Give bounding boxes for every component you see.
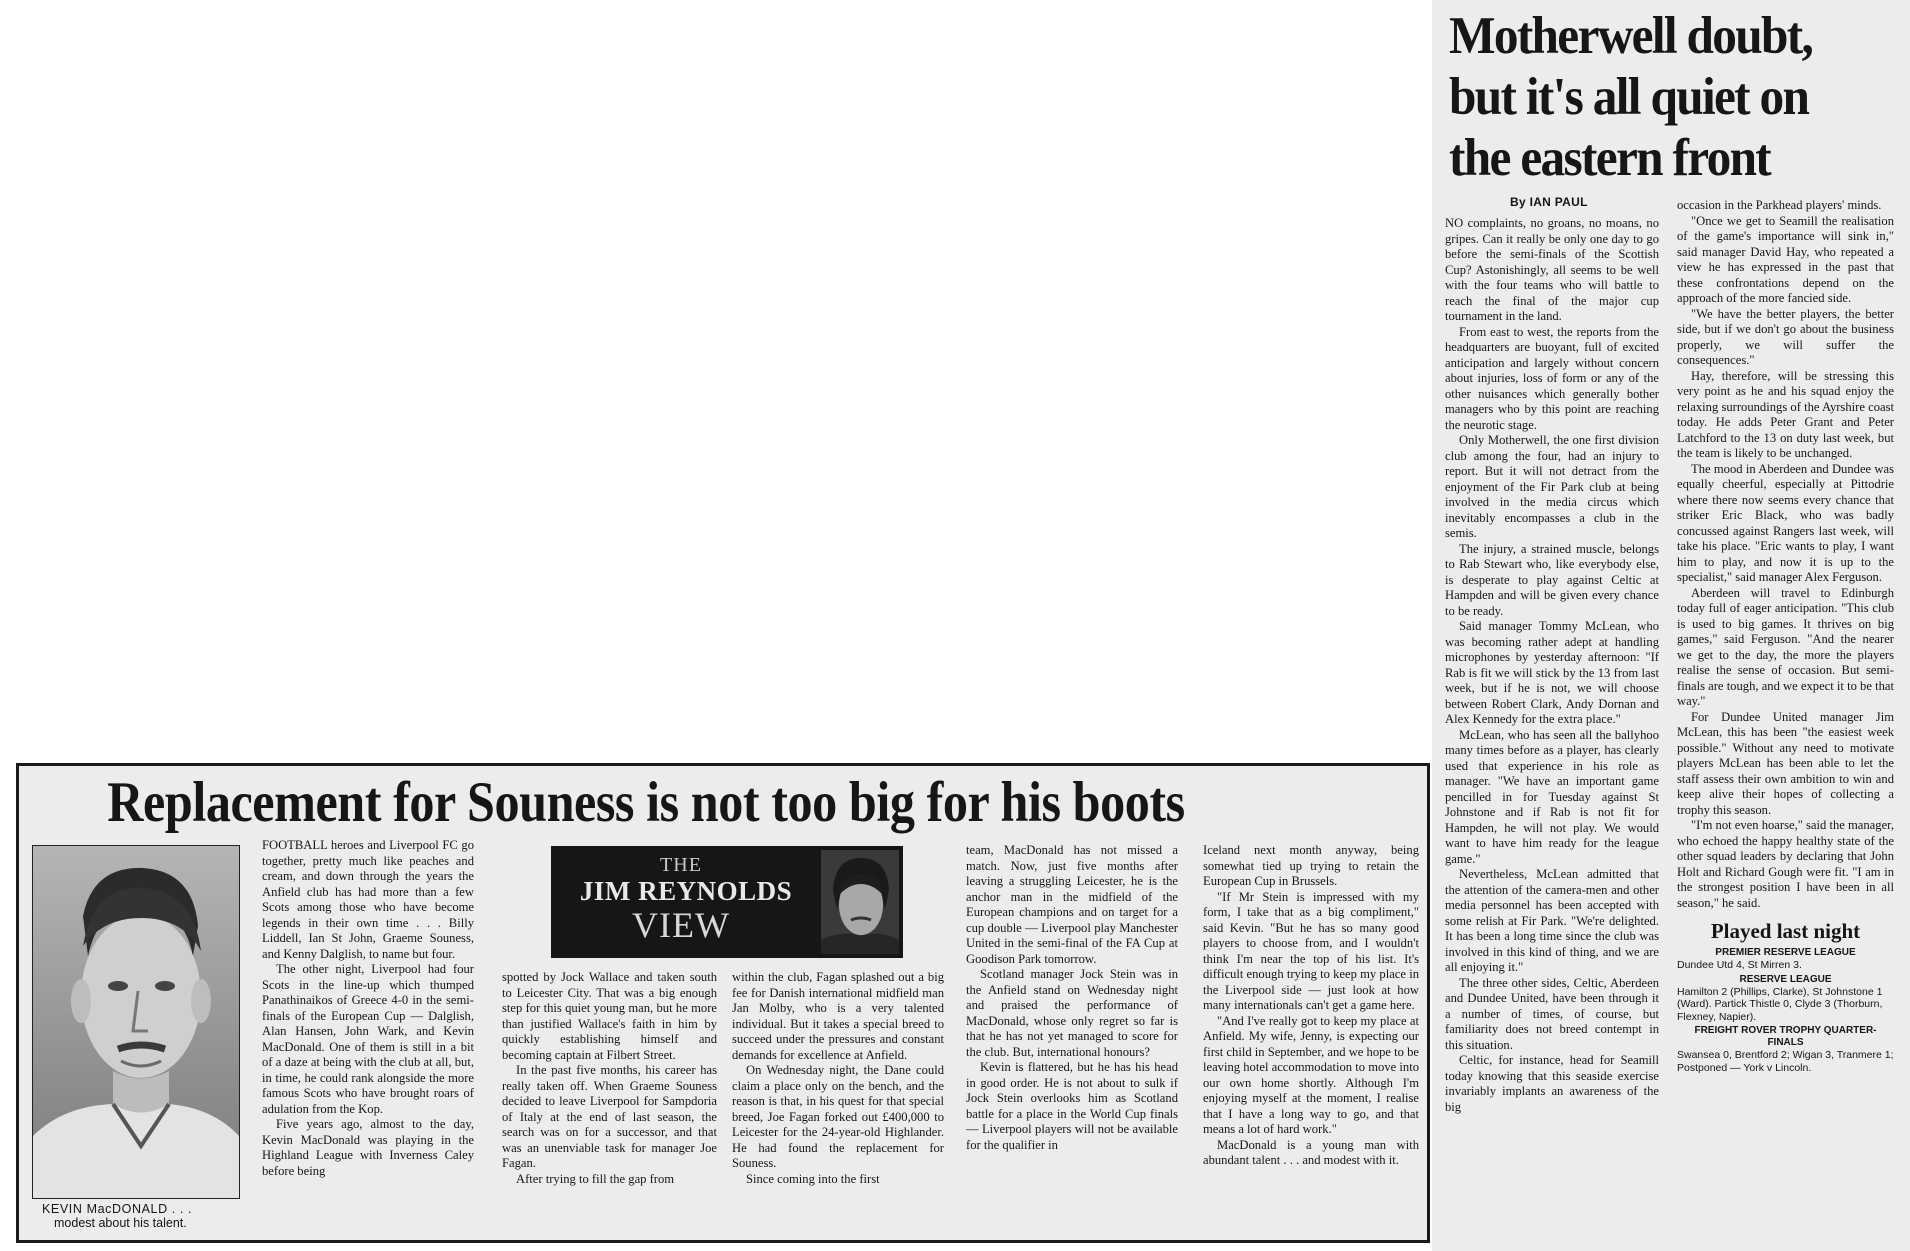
paragraph: occasion in the Parkhead players' minds. [1677,198,1882,212]
paragraph: Only Motherwell, the one first division club among the four, had an injury to report. But it will not detract from the enjoyment of the Fir Park club at being involved in the media circus which inevitably encompasses a club in the semis. [1445,433,1659,540]
paragraph: The three other sides, Celtic, Aberdeen and Dundee United, have been through it a number of times, of course, but familiarity does not breed contempt in this situation. [1445,975,1659,1052]
paragraph: The mood in Aberdeen and Dundee was equally cheerful, especially at Pittodrie where there now seems every chance that striker Eric Black, who was badly concussed against Rangers last week, will take his place. "Eric wants to play, I want him to play, and now it is up to the specialist," said manager Alex Ferguson. [1677,461,1894,584]
paragraph: McLean, who has seen all the ballyhoo many times before as a player, has clearly used that experience in his role as manager. "We have an important game pencilled in for Tuesday against St Johnstone and if Rab is not fit for Hampden, he will not play. We would want to have him ready for the league game." [1445,727,1659,866]
caption-name: KEVIN MacDONALD . . . [42,1202,193,1216]
results-heading: PREMIER RESERVE LEAGUE [1715,947,1856,958]
paragraph: From east to west, the reports from the headquarters are buoyant, full of excited anticipation and largely without concern about injuries, loss of form or any of the other nuisances which generally bother managers who by this point are reaching the neurotic stage. [1445,324,1659,432]
columnist-portrait [821,850,899,954]
paragraph: Aberdeen will travel to Edinburgh today full of eager anticipation. "This club is used to big games. It thrives on big games," said Ferguson. "And the nearer we get to the day, the more the players realise the sense of occasion. But semi-finals are tough, and we expect it to be that way." [1677,585,1894,708]
paragraph: In the past five months, his career has really taken off. When Graeme Souness decided to leave Liverpool for Sampdoria of Italy at the end of last season, the search was on for a successor, and that was an unenviable task for manager Joe Fagan. [502,1063,717,1170]
paragraph: Said manager Tommy McLean, who was becoming rather adept at handling microphones by yesterday afternoon: "If Rab is fit we will stick by the 13 from last week, but if he is not, we will choose between Robert Clark, Andy Dornan and Alex Kennedy for the extra place." [1445,619,1659,726]
paragraph: "And I've really got to keep my place at Anfield. My wife, Jenny, is expecting our first child in September, and we hope to be leaving hotel accommodation to move into our own home shortly. Although I'm enjoying myself at the moment, I realise that I have a long way to go, and that means a lot of hard work." [1203,1013,1419,1136]
results-line: Dundee Utd 4, St Mirren 3. [1677,959,1802,971]
paragraph: On Wednesday night, the Dane could claim a place only on the bench, and the reason is that, in his quest for that special breed, Joe Fagan forked out £400,000 to Leicester for the 24-year-old Highlander. He had found the replacement for Souness. [732,1063,944,1170]
paragraph: "We have the better players, the better side, but if we don't go about the business properly, we will suffer the consequences." [1677,306,1894,367]
right-headline: Motherwell doubt, but it's all quiet on the eastern front [1449,7,1813,187]
right-column-2 [1677,198,1894,1248]
photo-caption [42,1202,242,1230]
caption-text: modest about his talent. [54,1216,187,1230]
paragraph: Five years ago, almost to the day, Kevin MacDonald was playing in the Highland League with Inverness Caley before being [262,1117,474,1178]
paragraph: NO complaints, no groans, no moans, no gripes. Can it really be only one day to go before the semi-finals of the Scottish Cup? Astonishingly, all seems to be well with the four teams who will battle to reach the final of the major cup tournament in the land. [1445,216,1659,323]
paragraph: The other night, Liverpool had four Scots in the line-up which thumped Panathinaikos of Greece 4-0 in the semi-finals of the European Cup — Dalglish, Alan Hansen, John Wark, and Kevin MacDonald. One of them is still in a bit of a daze at being with the club at all, but, in time, he could rank alongside the more famous Scots who have brought roars of adulation from the Kop. [262,962,474,1116]
bottom-column-3 [732,970,944,1236]
results-section-0 [1677,947,1894,972]
paragraph: within the club, Fagan splashed out a big fee for Danish international midfield man Jan Molby, who is a very talented individual. But it takes a special breed to succeed under the pressures and constant demands for excellence at Anfield. [732,970,944,1062]
right-byline: By IAN PAUL [1510,195,1588,209]
player-photo [32,845,240,1199]
results-line: Swansea 0, Brentford 2; Wigan 3, Tranmere 1; Postponed — York v Lincoln. [1677,1049,1894,1074]
columnist-logo [551,846,903,958]
paragraph: For Dundee United manager Jim McLean, this has been "the easiest week possible." Without any need to motivate players McLean has been able to let the staff assess their own ambition to win and keep alive their hopes of collecting a trophy this season. [1677,709,1894,817]
bottom-column-4 [966,843,1178,1236]
paragraph: "Once we get to Seamill the realisation of the game's importance will sink in," said manager David Hay, who repeated a view he has expressed in the past that these confrontations depend on the approach of the more fancied side. [1677,213,1894,305]
paragraph: Hay, therefore, will be stressing this very point as he and his squad enjoy the relaxing surroundings of the Ayrshire coast today. He adds Peter Grant and Peter Latchford to the 13 on duty last week, but the team is likely to be unchanged. [1677,368,1894,460]
results-section-1 [1677,974,1894,1024]
paragraph: MacDonald is a young man with abundant talent . . . and modest with it. [1203,1137,1419,1167]
results-box [1677,919,1894,1074]
bottom-headline: Replacement for Souness is not too big for his boots [107,771,1185,834]
results-section-2 [1677,1025,1894,1074]
results-heading: FREIGHT ROVER TROPHY QUARTER-FINALS [1694,1025,1877,1048]
logo-view: VIEW [632,905,730,945]
paragraph: FOOTBALL heroes and Liverpool FC go together, pretty much like peaches and cream, and down through the years the Anfield club has had more than a few Scots among those who have become legends in their own time . . . Billy Liddell, Ian St John, Graeme Souness, and Kenny Dalglish, to name but four. [262,838,474,961]
paragraph: Kevin is flattered, but he has his head in good order. He is not about to sulk if Jock Stein overlooks him as Scotland battle for a place in the World Cup finals — Liverpool players will not be available for the qualifier in [966,1060,1178,1152]
results-line: Hamilton 2 (Phillips, Clarke), St Johnstone 1 (Ward). Partick Thistle 0, Clyde 3 (Thorburn, Flexney, Napier). [1677,985,1883,1023]
logo-the: THE [660,854,702,876]
right-column-1 [1445,216,1659,1246]
paragraph: Nevertheless, McLean admitted that the attention of the camera-men and other media personnel has been accepted with some relish at Fir Park. "We're delighted. It has been a long time since the club was involved in this kind of thing, and we are all enjoying it." [1445,867,1659,974]
bottom-column-2 [502,970,717,1236]
paragraph: Since coming into the first [746,1171,880,1186]
logo-name: JIM REYNOLDS [579,876,793,906]
paragraph: Celtic, for instance, head for Seamill today knowing that this seaside exercise invariably implants an awareness of the big [1445,1053,1659,1114]
bottom-column-1 [262,838,474,1236]
bottom-column-5 [1203,843,1419,1236]
right-column-2-text [1677,198,1894,911]
paragraph: Scotland manager Jock Stein was in the Anfield stand on Wednesday night and praised the performance of MacDonald, whose only regret so far is that he has not yet managed to score for the club. But, international honours? [966,967,1178,1059]
results-title: Played last night [1710,919,1861,943]
paragraph: After trying to fill the gap from [516,1171,675,1186]
results-heading: RESERVE LEAGUE [1739,973,1832,985]
paragraph: Iceland next month anyway, being somewhat tied up trying to retain the European Cup in Brussels. [1203,843,1419,888]
paragraph: The injury, a strained muscle, belongs to Rab Stewart who, like everybody else, is desperate to play against Celtic at Hampden and will be given every chance to be ready. [1445,541,1659,618]
paragraph: "If Mr Stein is impressed with my form, I take that as a big compliment," said Kevin. "But he has so many good players to choose from, and I wouldn't think I'm near the top of his list. It's difficult enough trying to keep my place in the Liverpool side — just look at how many internationals can't get a game here. [1203,889,1419,1012]
paragraph: team, MacDonald has not missed a match. Now, just five months after leaving a struggling Leicester, he is the anchor man in the midfield of the European champions and on target for a cup double — Liverpool play Manchester United in the semi-final of the FA Cup at Goodison Park tomorrow. [966,843,1178,966]
paragraph: spotted by Jock Wallace and taken south to Leicester City. That was a big enough step for this quiet young man, but he more than justified Wallace's faith in him by quickly establishing himself and becoming captain at Filbert Street. [502,970,717,1062]
paragraph: "I'm not even hoarse," said the manager, who echoed the happy healthy state of the other squad leaders by declaring that John Holt and Richard Gough were fit. "I am in the strongest position I have been in all season," he said. [1677,818,1894,910]
